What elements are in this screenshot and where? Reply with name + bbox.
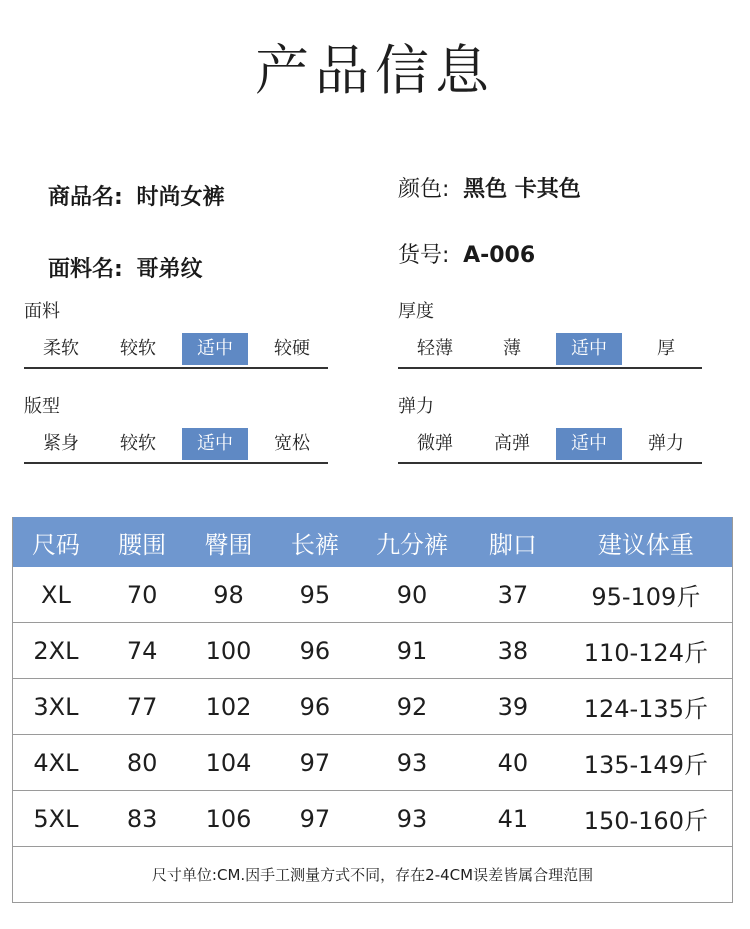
product-name xyxy=(48,180,225,211)
table-cell: 3XL xyxy=(13,679,99,735)
table-cell: 80 xyxy=(99,735,185,791)
product-name-value: 时尚女裤 xyxy=(136,185,225,210)
size-table-header xyxy=(13,517,733,567)
header-cell: 九分裤 xyxy=(358,517,466,567)
option-selected: 适中 xyxy=(182,428,248,460)
table-cell: 110-124斤 xyxy=(560,623,733,679)
attribute-title: 弹力 xyxy=(398,396,434,417)
attribute-title: 面料 xyxy=(24,301,60,322)
header-cell: 建议体重 xyxy=(560,517,733,567)
attribute-options xyxy=(24,428,328,464)
header-cell: 臀围 xyxy=(185,517,271,567)
option: 高弹 xyxy=(494,433,530,454)
table-cell: 91 xyxy=(358,623,466,679)
option-selected: 适中 xyxy=(556,333,622,365)
attribute-thickness xyxy=(398,297,702,369)
table-cell: 95-109斤 xyxy=(591,583,701,611)
table-cell: 104 xyxy=(185,735,271,791)
header-cell: 尺码 xyxy=(13,517,99,567)
table-note-row xyxy=(13,847,733,903)
sku-value: A-006 xyxy=(463,243,536,268)
table-row xyxy=(13,623,733,679)
option: 较软 xyxy=(120,338,156,359)
table-cell: 37 xyxy=(497,580,529,609)
table-cell: 70 xyxy=(126,580,158,609)
sku-info xyxy=(398,238,535,269)
color-value: 黑色 卡其色 xyxy=(463,177,581,202)
table-row xyxy=(13,791,733,847)
table-cell: XL xyxy=(41,580,71,609)
table-cell: 93 xyxy=(358,735,466,791)
table-cell: 95 xyxy=(299,580,331,609)
table-cell: 39 xyxy=(466,679,560,735)
table-row xyxy=(13,679,733,735)
table-cell: 96 xyxy=(272,623,358,679)
option-selected: 适中 xyxy=(182,333,248,365)
table-cell: 97 xyxy=(272,735,358,791)
attribute-options xyxy=(398,428,702,464)
sku-label: 货号: xyxy=(398,243,450,268)
option: 轻薄 xyxy=(417,338,453,359)
table-cell: 98 xyxy=(213,580,244,609)
option: 紧身 xyxy=(43,433,79,454)
table-cell: 106 xyxy=(185,791,271,847)
table-cell: 102 xyxy=(185,679,271,735)
table-cell: 90 xyxy=(396,580,428,609)
table-cell: 40 xyxy=(466,735,560,791)
attribute-options xyxy=(24,333,328,369)
option: 厚 xyxy=(657,338,675,359)
table-cell: 41 xyxy=(466,791,560,847)
measurement-note: 尺寸单位:CM.因手工测量方式不同，存在2-4CM误差皆属合理范围 xyxy=(13,847,733,903)
fabric-name xyxy=(48,252,203,283)
attribute-fabric xyxy=(24,297,328,369)
table-cell: 92 xyxy=(358,679,466,735)
table-cell: 124-135斤 xyxy=(560,679,733,735)
option: 弹力 xyxy=(648,433,684,454)
option-selected: 适中 xyxy=(556,428,622,460)
attribute-title: 厚度 xyxy=(398,301,434,322)
table-cell: 96 xyxy=(272,679,358,735)
table-cell: 4XL xyxy=(13,735,99,791)
attribute-title: 版型 xyxy=(24,396,60,417)
color-info xyxy=(398,172,581,203)
table-cell: 150-160斤 xyxy=(560,791,733,847)
table-cell: 77 xyxy=(99,679,185,735)
product-name-label: 商品名: xyxy=(48,185,123,210)
attribute-elasticity xyxy=(398,392,702,464)
option: 柔软 xyxy=(43,338,79,359)
table-cell: 135-149斤 xyxy=(560,735,733,791)
table-cell: 38 xyxy=(466,623,560,679)
table-row xyxy=(13,735,733,791)
attribute-options xyxy=(398,333,702,369)
table-cell: 100 xyxy=(185,623,271,679)
option: 较硬 xyxy=(274,338,310,359)
option: 宽松 xyxy=(274,433,310,454)
table-cell: 74 xyxy=(99,623,185,679)
color-label: 颜色: xyxy=(398,177,450,202)
size-table xyxy=(12,517,733,903)
table-cell: 97 xyxy=(272,791,358,847)
table-cell: 93 xyxy=(358,791,466,847)
option: 较软 xyxy=(120,433,156,454)
table-row xyxy=(13,567,733,623)
header-cell: 脚口 xyxy=(466,517,560,567)
table-cell: 83 xyxy=(99,791,185,847)
header-cell: 长裤 xyxy=(272,517,358,567)
fabric-name-value: 哥弟纹 xyxy=(136,257,203,282)
table-cell: 5XL xyxy=(13,791,99,847)
option: 薄 xyxy=(503,338,521,359)
attribute-fit xyxy=(24,392,328,464)
table-cell: 2XL xyxy=(13,623,99,679)
header-cell: 腰围 xyxy=(99,517,185,567)
option: 微弹 xyxy=(417,433,453,454)
page-title: 产品信息 xyxy=(255,39,495,102)
fabric-name-label: 面料名: xyxy=(48,257,123,282)
